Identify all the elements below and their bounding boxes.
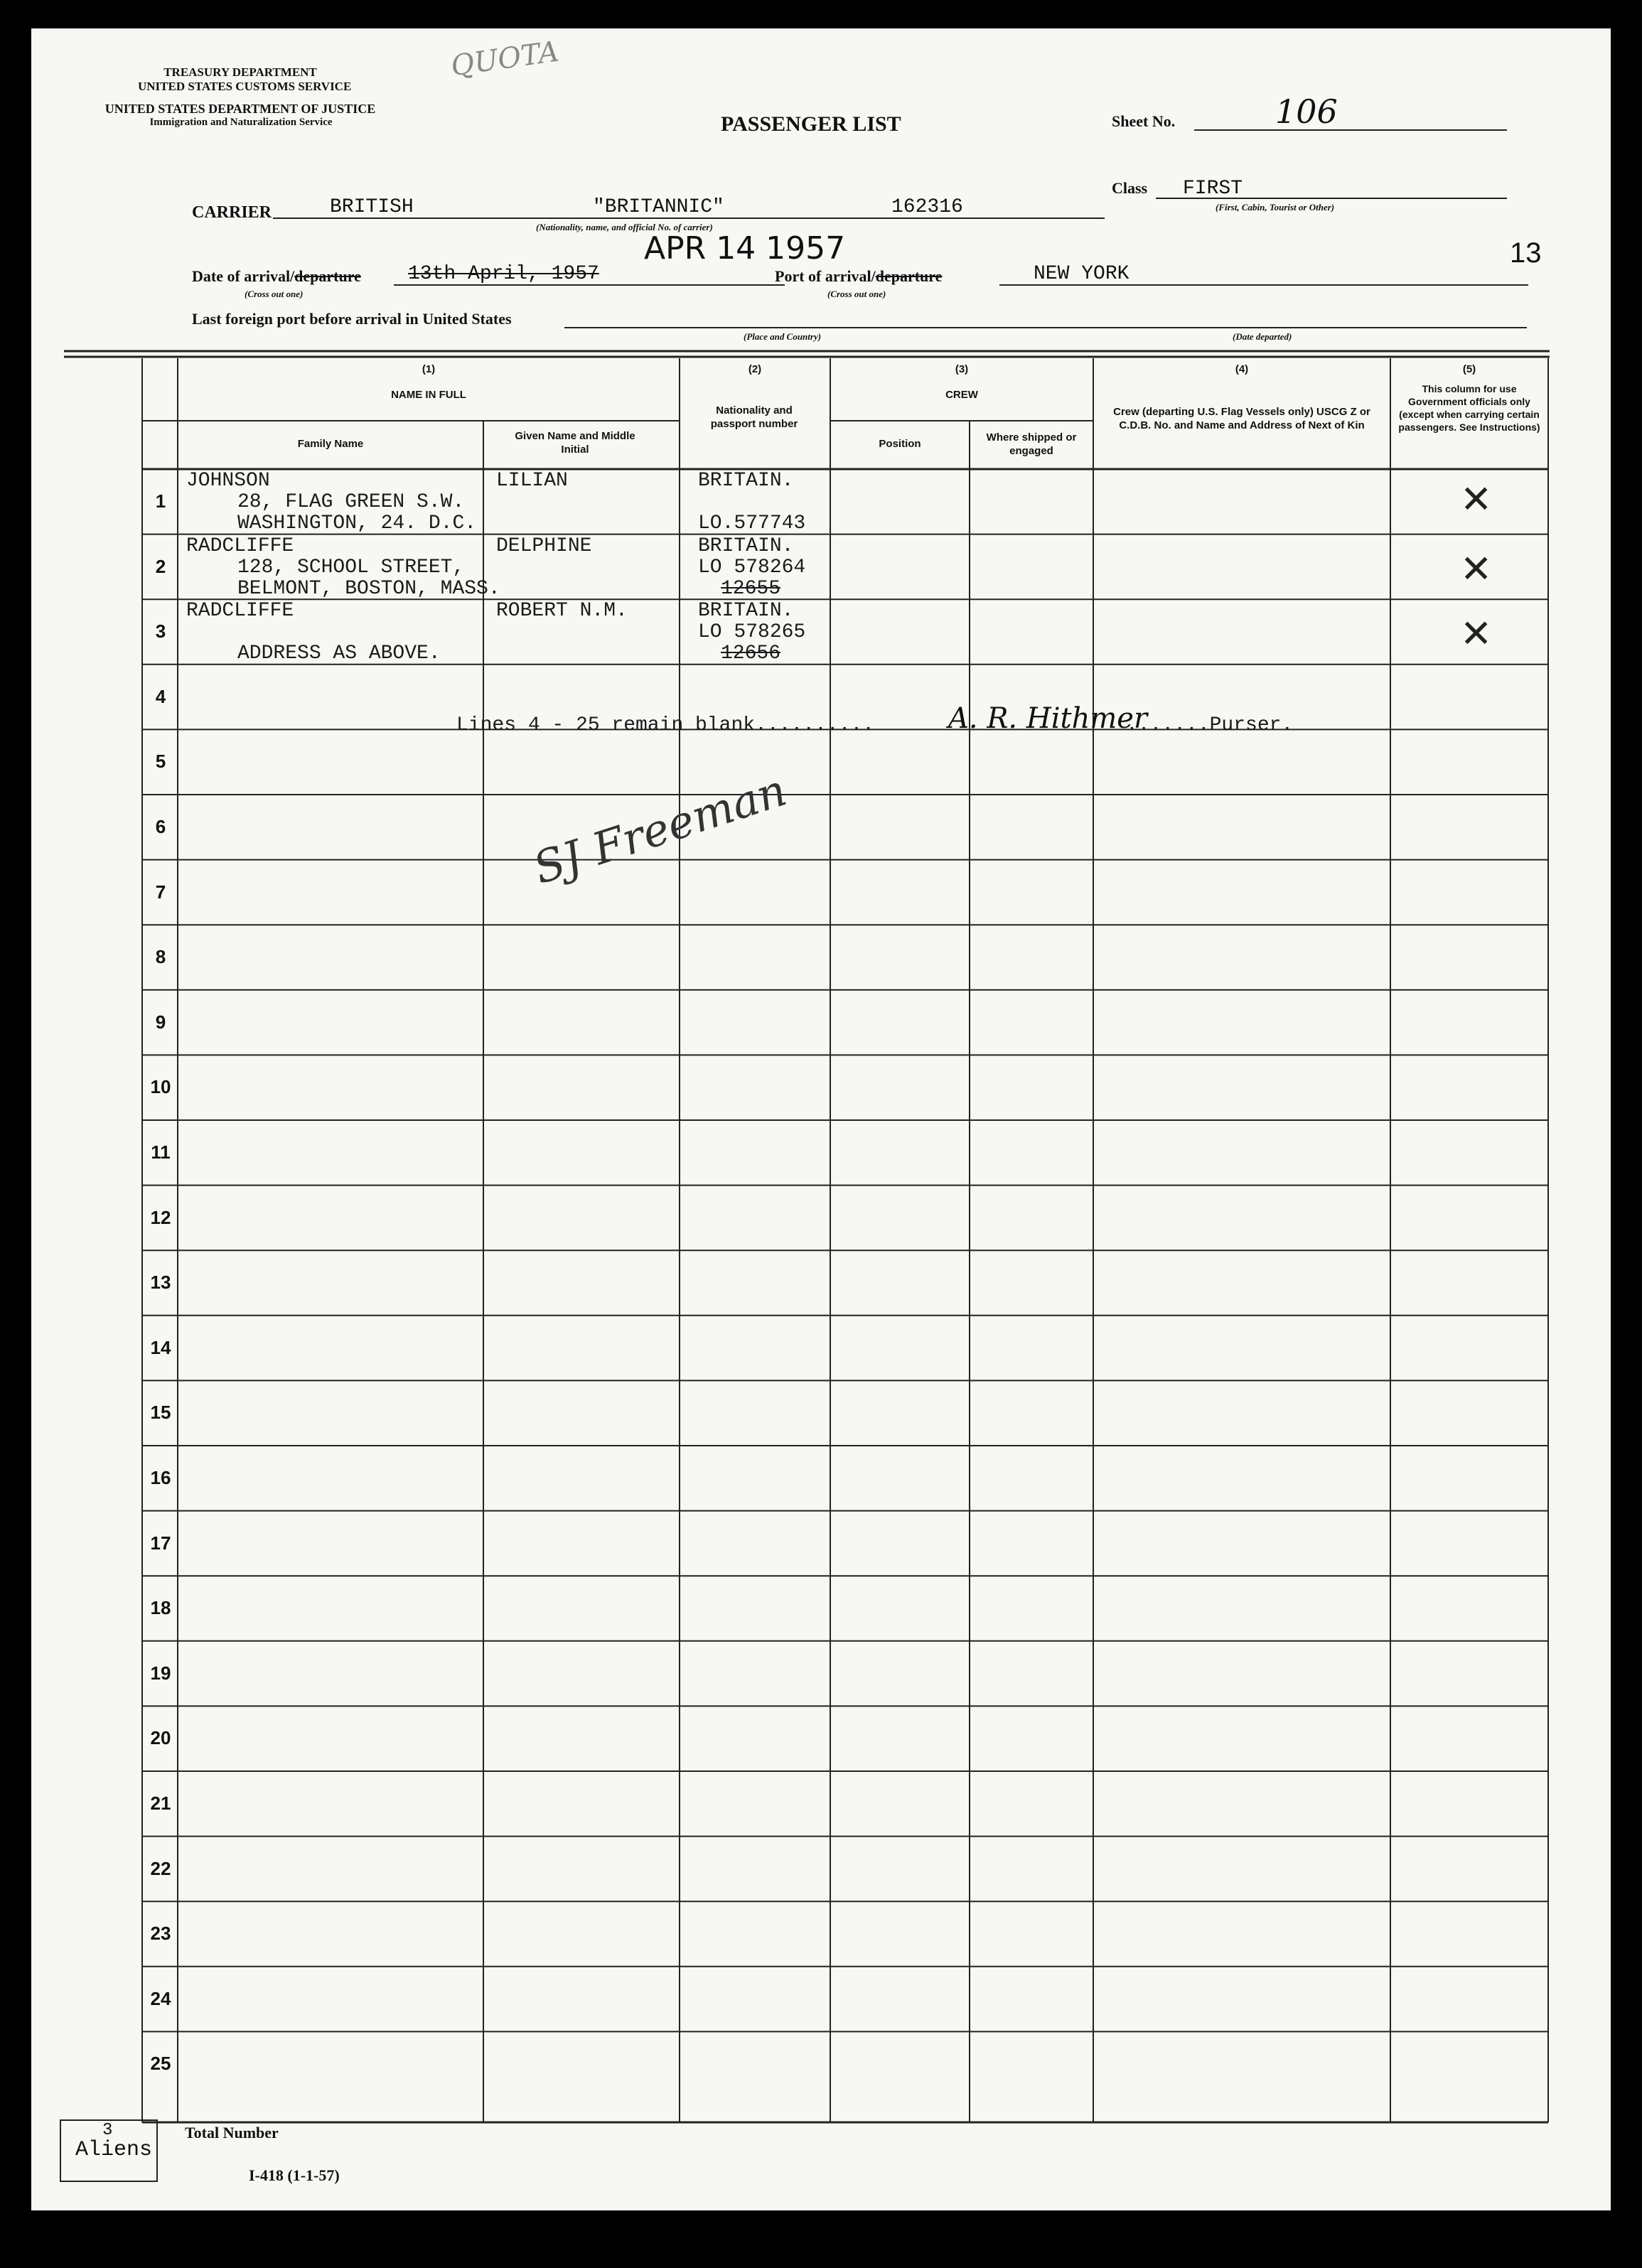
form-title: PASSENGER LIST bbox=[721, 112, 901, 136]
table-grid bbox=[31, 28, 1611, 2210]
family-name: RADCLIFFE bbox=[186, 600, 294, 623]
officer-signature: SJ Freeman bbox=[527, 763, 793, 895]
port-value: NEW YORK bbox=[1034, 263, 1129, 285]
official-check-mark: ✕ bbox=[1460, 477, 1493, 522]
purser-label: .......Purser. bbox=[1126, 714, 1294, 736]
date-hint: (Cross out one) bbox=[245, 289, 304, 299]
row-number: 14 bbox=[150, 1336, 171, 1358]
row-number: 8 bbox=[155, 946, 166, 968]
col3-title: CREW bbox=[945, 389, 978, 401]
dept-treasury: TREASURY DEPARTMENT bbox=[163, 65, 317, 79]
nationality: BRITAIN. bbox=[698, 470, 794, 492]
col2-title: Nationality and passport number bbox=[710, 404, 798, 430]
port-hint: (Cross out one) bbox=[827, 289, 886, 299]
row-number: 4 bbox=[155, 685, 166, 707]
address-line-1: 128, SCHOOL STREET, bbox=[237, 556, 465, 579]
carrier-name: "BRITANNIC" bbox=[593, 196, 724, 218]
port-label-departure: departure bbox=[875, 267, 943, 285]
total-unit: Aliens bbox=[75, 2138, 153, 2162]
row-number: 19 bbox=[150, 1662, 171, 1684]
address-line-2: WASHINGTON, 24. D.C. bbox=[237, 512, 477, 534]
page-number: 13 bbox=[1510, 237, 1542, 269]
col2-number: (2) bbox=[748, 363, 762, 375]
col-where-shipped: Where shipped or engaged bbox=[986, 431, 1077, 457]
carrier-hint: (Nationality, name, and official No. of carrier) bbox=[536, 222, 713, 232]
row-number: 6 bbox=[155, 816, 166, 837]
row-number: 15 bbox=[150, 1402, 171, 1424]
passport-number: LO 578265 bbox=[698, 621, 806, 644]
given-name: LILIAN bbox=[496, 470, 568, 492]
row-number: 24 bbox=[150, 1987, 171, 2009]
given-name: DELPHINE bbox=[496, 534, 592, 557]
last-port-label: Last foreign port before arrival in United States bbox=[192, 310, 512, 328]
col4-title: Crew (departing U.S. Flag Vessels only) USCG Z or C.D.B. No. and Name and Address of Next of Kin bbox=[1113, 406, 1370, 431]
class-value: FIRST bbox=[1183, 178, 1243, 200]
carrier-nationality: BRITISH bbox=[330, 196, 414, 218]
row-number: 18 bbox=[150, 1597, 171, 1619]
row-number: 25 bbox=[150, 2053, 171, 2075]
nationality: BRITAIN. bbox=[698, 534, 794, 557]
sheet-number: 106 bbox=[1275, 92, 1338, 131]
passport-number: LO.577743 bbox=[698, 512, 806, 534]
row-number: 1 bbox=[155, 490, 166, 512]
row-number: 3 bbox=[155, 620, 166, 643]
date-label-arrival: Date of arrival/ bbox=[192, 267, 295, 285]
arrival-date: 13th April, 1957 bbox=[408, 263, 599, 285]
carrier-label: CARRIER bbox=[192, 203, 272, 222]
col4-number: (4) bbox=[1235, 363, 1249, 375]
nationality: BRITAIN. bbox=[698, 600, 794, 623]
blank-lines-note: Lines 4 - 25 remain blank.......... bbox=[456, 714, 875, 736]
col1-number: (1) bbox=[422, 363, 436, 375]
row-number: 22 bbox=[150, 1857, 171, 1879]
date-label-departure: departure bbox=[294, 267, 361, 285]
address-line-1: 28, FLAG GREEN S.W. bbox=[237, 491, 465, 513]
port-label-arrival: Port of arrival/ bbox=[775, 267, 876, 285]
row-number: 23 bbox=[150, 1923, 171, 1945]
row-number: 2 bbox=[155, 555, 166, 577]
form-id: I-418 (1-1-57) bbox=[249, 2166, 340, 2184]
given-name: ROBERT N.M. bbox=[496, 600, 628, 623]
row-number: 21 bbox=[150, 1793, 171, 1814]
col-position: Position bbox=[879, 438, 921, 450]
col5-title: This column for use Government officials only (except when carrying certain passengers. See Instructions) bbox=[1398, 383, 1540, 433]
passport-number: LO 578264 bbox=[698, 556, 806, 579]
address-line-2: BELMONT, BOSTON, MASS. bbox=[237, 577, 500, 600]
col-given-name: Given Name and Middle Initial bbox=[515, 430, 635, 456]
row-number: 20 bbox=[150, 1727, 171, 1749]
dept-justice: UNITED STATES DEPARTMENT OF JUSTICE bbox=[104, 102, 376, 116]
crossed-number: 12655 bbox=[721, 577, 781, 600]
row-number: 9 bbox=[155, 1011, 166, 1033]
row-number: 5 bbox=[155, 751, 166, 773]
arrival-date-stamp: APR 14 1957 bbox=[644, 230, 846, 267]
row-number: 13 bbox=[150, 1272, 171, 1294]
address-line-2: ADDRESS AS ABOVE. bbox=[237, 643, 441, 665]
crossed-number: 12656 bbox=[721, 643, 781, 665]
total-count: 3 bbox=[102, 2121, 113, 2140]
dept-ins: Immigration and Naturalization Service bbox=[149, 117, 333, 128]
total-label: Total Number bbox=[185, 2124, 279, 2141]
dept-customs: UNITED STATES CUSTOMS SERVICE bbox=[138, 80, 352, 93]
place-hint: (Place and Country) bbox=[744, 331, 822, 342]
date-departed-hint: (Date departed) bbox=[1233, 331, 1292, 342]
col1-title: NAME IN FULL bbox=[391, 389, 466, 401]
col5-number: (5) bbox=[1462, 363, 1476, 375]
family-name: JOHNSON bbox=[186, 470, 270, 492]
document-page bbox=[31, 28, 1611, 2210]
row-number: 12 bbox=[150, 1206, 171, 1228]
sheet-label: Sheet No. bbox=[1112, 112, 1176, 130]
row-number: 16 bbox=[150, 1467, 171, 1488]
row-number: 17 bbox=[150, 1532, 171, 1554]
col-family-name: Family Name bbox=[297, 438, 364, 450]
purser-signature: A. R. Hithmer bbox=[948, 702, 1148, 735]
row-number: 11 bbox=[151, 1141, 171, 1163]
class-hint: (First, Cabin, Tourist or Other) bbox=[1216, 202, 1335, 213]
official-check-mark: ✕ bbox=[1460, 546, 1493, 591]
col3-number: (3) bbox=[955, 363, 969, 375]
official-check-mark: ✕ bbox=[1460, 611, 1493, 657]
row-number: 10 bbox=[150, 1076, 171, 1098]
carrier-number: 162316 bbox=[891, 196, 963, 218]
family-name: RADCLIFFE bbox=[186, 534, 294, 557]
class-label: Class bbox=[1112, 179, 1148, 197]
row-number: 7 bbox=[155, 881, 166, 903]
quota-stamp: QUOTA bbox=[449, 35, 562, 83]
